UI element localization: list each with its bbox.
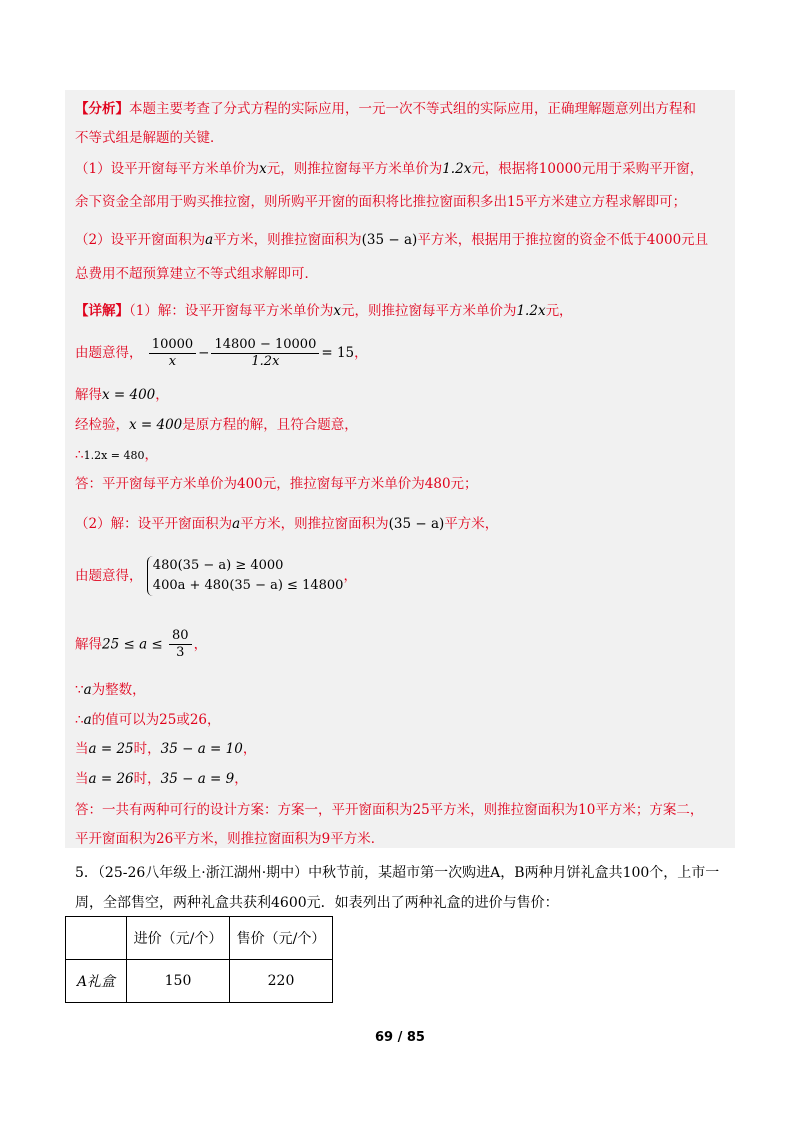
detail-line-check: 经检验，x = 400是原方程的解，且符合题意， xyxy=(75,417,358,433)
analysis-line-5: （2）设平开窗面积为a平方米，则推拉窗面积为(35 − a)平方米，根据用于推拉窗的资金不低于4000元且 xyxy=(75,232,709,248)
detail-answer-2-line-2: 平开窗面积为26平方米，则推拉窗面积为9平方米． xyxy=(75,831,385,847)
detail-line-range: 解得25 ≤ a ≤ $\frac{80}{3}$ ， xyxy=(75,628,208,660)
analysis-line-6: 总费用不超预算建立不等式组求解即可． xyxy=(75,266,318,282)
analysis-line-2: 不等式组是解题的关键． xyxy=(75,130,224,146)
table-row xyxy=(66,960,333,1003)
page-number: 69 / 85 xyxy=(375,1030,425,1045)
analysis-line-3: （1）设平开窗每平方米单价为x元，则推拉窗每平方米单价为1.2x元，根据将10000元用于采购平开窗， xyxy=(75,161,704,177)
inequality-system: 480(35 − a) ≥ 4000 400a + 480(35 − a) ≤ 14800 xyxy=(147,556,344,596)
price-table xyxy=(65,916,333,1003)
detail-answer-2-line-1: 答：一共有两种可行的设计方案：方案一，平开窗面积为25平方米，则推拉窗面积为10平方米；方案二， xyxy=(75,802,704,818)
table-header-cell: 售价（元/个） xyxy=(230,917,333,960)
question-5-line-1: 5．（25-26八年级上·浙江湖州·期中）中秋节前，某超市第一次购进A，B两种月饼礼盒共100个，上市一 xyxy=(75,865,720,881)
fraction-2: $\frac{14800 - 10000}{1.2x}$ xyxy=(211,337,319,370)
analysis-line-4: 余下资金全部用于购买推拉窗，则所购平开窗的面积将比推拉窗面积多出15平方米建立方程求解即可； xyxy=(75,194,687,210)
table-header-row xyxy=(66,917,333,960)
detail-line-part2: （2）解：设平开窗面积为a平方米，则推拉窗面积为(35 − a)平方米， xyxy=(75,516,499,532)
detail-line-integer: ∵a为整数， xyxy=(75,682,146,698)
detail-line-case-25: 当a = 25时，35 − a = 10， xyxy=(75,741,257,757)
detail-system-line: 由题意得， 480(35 − a) ≥ 4000 400a + 480(35 − a) ≤ 14800 ， xyxy=(75,556,357,596)
detail-line-therefore: ∴1.2x = 480， xyxy=(75,447,158,463)
table-cell: A礼盒 xyxy=(66,960,127,1003)
analysis-line-1: 【分析】本题主要考查了分式方程的实际应用，一元一次不等式组的实际应用，正确理解题意列出方程和 xyxy=(75,101,696,117)
table-cell: 150 xyxy=(127,960,230,1003)
detail-line-1: 【详解】（1）解：设平开窗每平方米单价为x元，则推拉窗每平方米单价为1.2x元， xyxy=(75,303,573,319)
question-5-line-2: 周，全部售空，两种礼盒共获利4600元．如表列出了两种礼盒的进价与售价： xyxy=(75,895,559,911)
detail-line-values: ∴a的值可以为25或26， xyxy=(75,712,221,728)
detail-line-case-26: 当a = 26时，35 − a = 9， xyxy=(75,771,248,787)
table-cell: 220 xyxy=(230,960,333,1003)
detail-equation-line: 由题意得， $\frac{10000}{x}$ − $\frac{14800 - 10000}{1.2x}$ = 15， xyxy=(75,337,368,369)
detail-answer-1: 答：平开窗每平方米单价为400元，推拉窗每平方米单价为480元； xyxy=(75,476,478,492)
detail-line-solve: 解得x = 400， xyxy=(75,387,169,403)
table-header-cell: 进价（元/个） xyxy=(127,917,230,960)
table-header-cell xyxy=(66,917,127,960)
fraction-3: $\frac{80}{3}$ xyxy=(169,628,192,661)
fraction-1: $\frac{10000}{x}$ xyxy=(149,337,196,370)
